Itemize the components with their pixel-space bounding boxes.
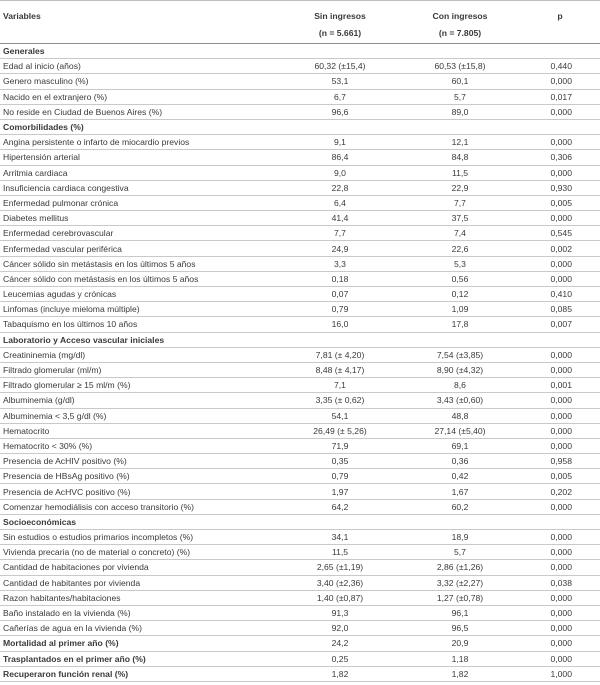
cell-con-ingresos: 0,36 [400,454,520,469]
row-label: Recuperaron función renal (%) [0,666,280,681]
cell-sin-ingresos: 16,0 [280,317,400,332]
table-row [0,530,600,545]
header-blank [0,23,280,44]
table-row [0,104,600,119]
row-label: Edad al inicio (años) [0,59,280,74]
cell-con-ingresos: 37,5 [400,211,520,226]
cell-con-ingresos: 22,6 [400,241,520,256]
cell-p-value: 0,085 [520,302,600,317]
cell-sin-ingresos: 0,18 [280,271,400,286]
row-label: Nacido en el extranjero (%) [0,89,280,104]
section-label: Comorbilidades (%) [0,119,600,134]
cell-p-value: 0,000 [520,560,600,575]
cell-sin-ingresos: 3,35 (± 0,62) [280,393,400,408]
table-row [0,271,600,286]
row-label: Creatininemia (mg/dl) [0,347,280,362]
table-row [0,150,600,165]
cell-p-value: 0,440 [520,59,600,74]
cell-sin-ingresos: 92,0 [280,621,400,636]
cell-p-value: 0,000 [520,530,600,545]
cell-con-ingresos: 7,7 [400,195,520,210]
cell-con-ingresos: 0,42 [400,469,520,484]
cell-sin-ingresos: 0,07 [280,287,400,302]
cell-sin-ingresos: 24,9 [280,241,400,256]
cell-sin-ingresos: 54,1 [280,408,400,423]
table-body [0,44,600,682]
row-label: No reside en Ciudad de Buenos Aires (%) [0,104,280,119]
table-row [0,560,600,575]
row-label: Cáncer sólido sin metástasis en los últimos 5 años [0,256,280,271]
table-row [0,165,600,180]
cell-sin-ingresos: 96,6 [280,104,400,119]
row-label: Trasplantados en el primer año (%) [0,651,280,666]
cell-sin-ingresos: 1,82 [280,666,400,681]
cell-con-ingresos: 0,12 [400,287,520,302]
table-row [0,89,600,104]
row-label: Diabetes mellitus [0,211,280,226]
cell-sin-ingresos: 7,1 [280,378,400,393]
cell-sin-ingresos: 71,9 [280,438,400,453]
cell-con-ingresos: 5,7 [400,545,520,560]
cell-p-value: 0,000 [520,651,600,666]
cell-con-ingresos: 12,1 [400,135,520,150]
cell-p-value: 0,545 [520,226,600,241]
table-row [0,287,600,302]
cell-sin-ingresos: 34,1 [280,530,400,545]
row-label: Hipertensión arterial [0,150,280,165]
table-row [0,226,600,241]
cell-con-ingresos: 3,32 (±2,27) [400,575,520,590]
row-label: Linfomas (incluye mieloma múltiple) [0,302,280,317]
cell-con-ingresos: 18,9 [400,530,520,545]
table-row [0,469,600,484]
cell-sin-ingresos: 6,7 [280,89,400,104]
cell-p-value: 0,001 [520,378,600,393]
cell-sin-ingresos: 0,25 [280,651,400,666]
table-row [0,651,600,666]
cell-p-value: 0,000 [520,438,600,453]
cell-con-ingresos: 60,53 (±15,8) [400,59,520,74]
section-row [0,44,600,59]
header-variables: Variables [0,1,280,24]
row-label: Enfermedad cerebrovascular [0,226,280,241]
cell-sin-ingresos: 0,79 [280,302,400,317]
cell-sin-ingresos: 11,5 [280,545,400,560]
cell-sin-ingresos: 6,4 [280,195,400,210]
row-label: Vivienda precaria (no de material o concreto) (%) [0,545,280,560]
cell-p-value: 0,000 [520,271,600,286]
cell-con-ingresos: 1,27 (±0,78) [400,590,520,605]
table-row [0,74,600,89]
table-row [0,499,600,514]
cell-con-ingresos: 17,8 [400,317,520,332]
row-label: Presencia de AcHVC positivo (%) [0,484,280,499]
row-label: Arritmia cardiaca [0,165,280,180]
section-label: Laboratorio y Acceso vascular iniciales [0,332,600,347]
table-row [0,408,600,423]
cell-p-value: 0,002 [520,241,600,256]
header-sin-n: (n = 5.661) [280,23,400,44]
row-label: Albuminemia < 3,5 g/dl (%) [0,408,280,423]
cell-sin-ingresos: 64,2 [280,499,400,514]
table-row [0,484,600,499]
row-label: Presencia de AcHIV positivo (%) [0,454,280,469]
cell-con-ingresos: 60,2 [400,499,520,514]
cell-sin-ingresos: 3,40 (±2,36) [280,575,400,590]
section-label: Socioeconómicas [0,514,600,529]
cell-sin-ingresos: 9,0 [280,165,400,180]
row-label: Cantidad de habitantes por vivienda [0,575,280,590]
cell-con-ingresos: 5,3 [400,256,520,271]
table-row [0,378,600,393]
cell-p-value: 0,005 [520,469,600,484]
cell-con-ingresos: 89,0 [400,104,520,119]
table-row [0,180,600,195]
cell-con-ingresos: 1,82 [400,666,520,681]
row-label: Hematocrito < 30% (%) [0,438,280,453]
cell-con-ingresos: 84,8 [400,150,520,165]
table-row [0,256,600,271]
cell-sin-ingresos: 1,40 (±0,87) [280,590,400,605]
row-label: Angina persistente o infarto de miocardio previos [0,135,280,150]
cell-con-ingresos: 96,1 [400,605,520,620]
row-label: Sin estudios o estudios primarios incompletos (%) [0,530,280,545]
row-label: Razon habitantes/habitaciones [0,590,280,605]
table-row [0,362,600,377]
table-row [0,423,600,438]
cell-con-ingresos: 1,09 [400,302,520,317]
table-row [0,241,600,256]
cell-sin-ingresos: 7,81 (± 4,20) [280,347,400,362]
cell-p-value: 0,000 [520,621,600,636]
row-label: Albuminemia (g/dl) [0,393,280,408]
cell-p-value: 0,306 [520,150,600,165]
cell-con-ingresos: 3,43 (±0,60) [400,393,520,408]
cell-p-value: 0,005 [520,195,600,210]
cell-p-value: 0,000 [520,74,600,89]
cell-p-value: 0,000 [520,104,600,119]
cell-p-value: 0,958 [520,454,600,469]
cell-sin-ingresos: 86,4 [280,150,400,165]
cell-p-value: 0,000 [520,423,600,438]
table-row [0,666,600,681]
cell-sin-ingresos: 53,1 [280,74,400,89]
cell-con-ingresos: 20,9 [400,636,520,651]
cell-con-ingresos: 5,7 [400,89,520,104]
cell-p-value: 0,007 [520,317,600,332]
cell-con-ingresos: 8,90 (±4,32) [400,362,520,377]
cell-p-value: 0,000 [520,135,600,150]
table-row [0,195,600,210]
cell-sin-ingresos: 24,2 [280,636,400,651]
cell-p-value: 0,017 [520,89,600,104]
header-row [0,1,600,24]
cell-con-ingresos: 48,8 [400,408,520,423]
table-row [0,317,600,332]
row-label: Enfermedad vascular periférica [0,241,280,256]
cell-p-value: 0,000 [520,256,600,271]
table-row [0,621,600,636]
cell-p-value: 0,000 [520,165,600,180]
table-row [0,211,600,226]
cell-con-ingresos: 11,5 [400,165,520,180]
row-label: Leucemias agudas y crónicas [0,287,280,302]
row-label: Presencia de HBsAg positivo (%) [0,469,280,484]
cell-p-value: 0,000 [520,347,600,362]
table-header [0,1,600,44]
header-n-row [0,23,600,44]
cell-p-value: 0,000 [520,545,600,560]
row-label: Filtrado glomerular (ml/m) [0,362,280,377]
table-row [0,347,600,362]
cell-p-value: 0,000 [520,590,600,605]
cell-sin-ingresos: 22,8 [280,180,400,195]
header-blank-p [520,23,600,44]
table-row [0,393,600,408]
section-row [0,332,600,347]
cell-con-ingresos: 7,4 [400,226,520,241]
table-row [0,438,600,453]
header-sin-ingresos: Sin ingresos [280,1,400,24]
cell-sin-ingresos: 0,35 [280,454,400,469]
cell-sin-ingresos: 8,48 (± 4,17) [280,362,400,377]
cell-sin-ingresos: 41,4 [280,211,400,226]
cell-p-value: 0,038 [520,575,600,590]
cell-p-value: 0,930 [520,180,600,195]
table-row [0,545,600,560]
cell-p-value: 0,000 [520,605,600,620]
cell-p-value: 0,000 [520,362,600,377]
cell-con-ingresos: 1,18 [400,651,520,666]
cell-con-ingresos: 8,6 [400,378,520,393]
cell-sin-ingresos: 60,32 (±15,4) [280,59,400,74]
row-label: Insuficiencia cardiaca congestiva [0,180,280,195]
cell-con-ingresos: 7,54 (±3,85) [400,347,520,362]
table-row [0,454,600,469]
cell-con-ingresos: 1,67 [400,484,520,499]
cell-con-ingresos: 22,9 [400,180,520,195]
row-label: Cantidad de habitaciones por vivienda [0,560,280,575]
row-label: Tabaquismo en los últimos 10 años [0,317,280,332]
row-label: Comenzar hemodiálisis con acceso transitorio (%) [0,499,280,514]
cell-sin-ingresos: 9,1 [280,135,400,150]
header-con-ingresos: Con ingresos [400,1,520,24]
header-con-n: (n = 7.805) [400,23,520,44]
cell-con-ingresos: 60,1 [400,74,520,89]
cell-sin-ingresos: 7,7 [280,226,400,241]
cell-p-value: 0,000 [520,393,600,408]
header-p: p [520,1,600,24]
cell-sin-ingresos: 1,97 [280,484,400,499]
cell-p-value: 0,000 [520,211,600,226]
row-label: Genero masculino (%) [0,74,280,89]
row-label: Cañerías de agua en la vivienda (%) [0,621,280,636]
cell-p-value: 0,202 [520,484,600,499]
row-label: Cáncer sólido con metástasis en los últimos 5 años [0,271,280,286]
table-row [0,575,600,590]
section-row [0,119,600,134]
row-label: Mortalidad al primer año (%) [0,636,280,651]
cell-con-ingresos: 96,5 [400,621,520,636]
cell-p-value: 1,000 [520,666,600,681]
table-row [0,605,600,620]
table-row [0,636,600,651]
cell-con-ingresos: 69,1 [400,438,520,453]
row-label: Hematocrito [0,423,280,438]
cell-sin-ingresos: 3,3 [280,256,400,271]
cell-sin-ingresos: 91,3 [280,605,400,620]
row-label: Filtrado glomerular ≥ 15 ml/m (%) [0,378,280,393]
section-label: Generales [0,44,600,59]
cell-p-value: 0,000 [520,636,600,651]
row-label: Enfermedad pulmonar crónica [0,195,280,210]
cell-con-ingresos: 0,56 [400,271,520,286]
cell-sin-ingresos: 0,79 [280,469,400,484]
section-row [0,514,600,529]
cell-p-value: 0,000 [520,499,600,514]
table-row [0,135,600,150]
cell-con-ingresos: 2,86 (±1,26) [400,560,520,575]
cell-p-value: 0,410 [520,287,600,302]
table-row [0,59,600,74]
cell-sin-ingresos: 26,49 (± 5,26) [280,423,400,438]
cell-con-ingresos: 27,14 (±5,40) [400,423,520,438]
table-row [0,302,600,317]
cell-sin-ingresos: 2,65 (±1,19) [280,560,400,575]
row-label: Baño instalado en la vivienda (%) [0,605,280,620]
table-row [0,590,600,605]
cell-p-value: 0,000 [520,408,600,423]
